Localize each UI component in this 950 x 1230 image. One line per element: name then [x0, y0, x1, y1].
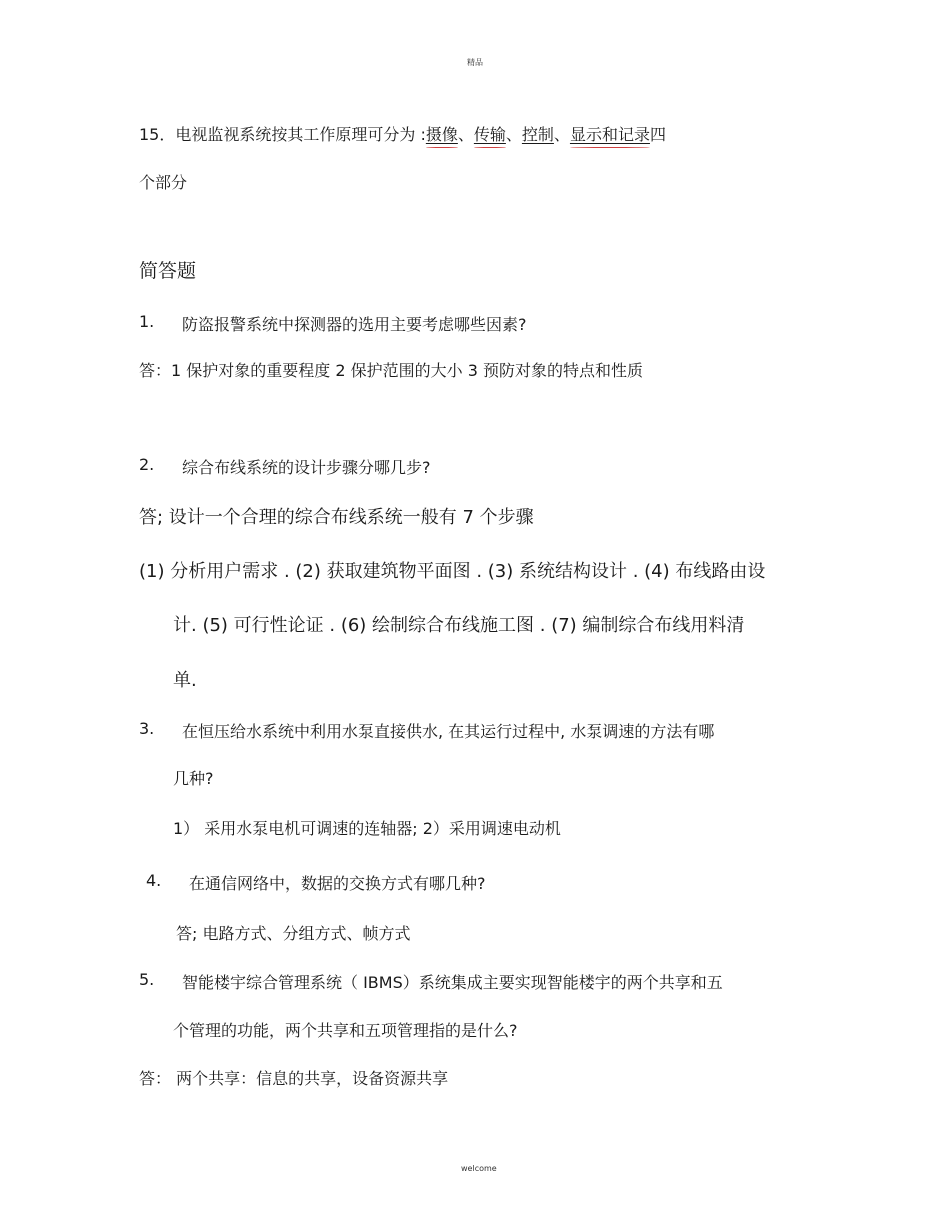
- q15-line1: [139, 122, 666, 145]
- q2-answer-line-4: 单.: [173, 670, 197, 691]
- q15-line2: 个部分: [139, 173, 188, 192]
- q15-sep-1: 、: [457, 125, 474, 144]
- q15-blank-1: 摄像: [425, 125, 458, 144]
- page-footer: welcome: [461, 1164, 497, 1173]
- q4-answer: 答; 电路方式、分组方式、帧方式: [176, 924, 411, 943]
- q2-question: 综合布线系统的设计步骤分哪几步?: [182, 458, 431, 477]
- q15-prefix: 15．电视监视系统按其工作原理可分为 :: [139, 125, 426, 144]
- q3-number: 3.: [139, 719, 155, 738]
- q2-answer-line-2: (1) 分析用户需求 . (2) 获取建筑物平面图 . (3) 系统结构设计 . (4) 布线路由设: [139, 561, 766, 582]
- q1-number: 1.: [139, 312, 155, 331]
- page-header: 精品: [467, 58, 483, 67]
- q5-question-line-2: 个管理的功能，两个共享和五项管理指的是什么?: [173, 1021, 518, 1040]
- section-title: 简答题: [139, 260, 197, 282]
- q2-answer-line-3: 计. (5) 可行性论证 . (6) 绘制综合布线施工图 . (7) 编制综合布线用料清: [173, 615, 745, 636]
- q1-question: 防盗报警系统中探测器的选用主要考虑哪些因素?: [182, 315, 527, 334]
- q4-number: 4.: [146, 871, 162, 890]
- q15-blank-4: 显示和记录: [569, 125, 650, 144]
- q5-number: 5.: [139, 970, 155, 989]
- q5-question-line-1: 智能楼宇综合管理系统（ IBMS）系统集成主要实现智能楼宇的两个共享和五: [182, 973, 723, 992]
- q2-answer-line-1: 答; 设计一个合理的综合布线系统一般有 7 个步骤: [139, 507, 534, 528]
- q5-answer: 答： 两个共享：信息的共享，设备资源共享: [139, 1069, 449, 1088]
- q4-question: 在通信网络中，数据的交换方式有哪几种?: [189, 874, 486, 893]
- q15-sep-3: 、: [553, 125, 570, 144]
- q2-number: 2.: [139, 455, 155, 474]
- q3-question-line-1: 在恒压给水系统中利用水泵直接供水, 在其运行过程中, 水泵调速的方法有哪: [182, 722, 715, 741]
- q15-blank-3: 控制: [521, 125, 554, 144]
- q3-answer: 1） 采用水泵电机可调速的连轴器; 2）采用调速电动机: [173, 819, 561, 838]
- q15-blank-2: 传输: [473, 125, 506, 144]
- q3-question-line-2: 几种?: [173, 769, 214, 788]
- q15-sep-2: 、: [505, 125, 522, 144]
- q1-answer: 答：1 保护对象的重要程度 2 保护范围的大小 3 预防对象的特点和性质: [139, 361, 643, 380]
- q15-suffix: 四: [649, 125, 666, 144]
